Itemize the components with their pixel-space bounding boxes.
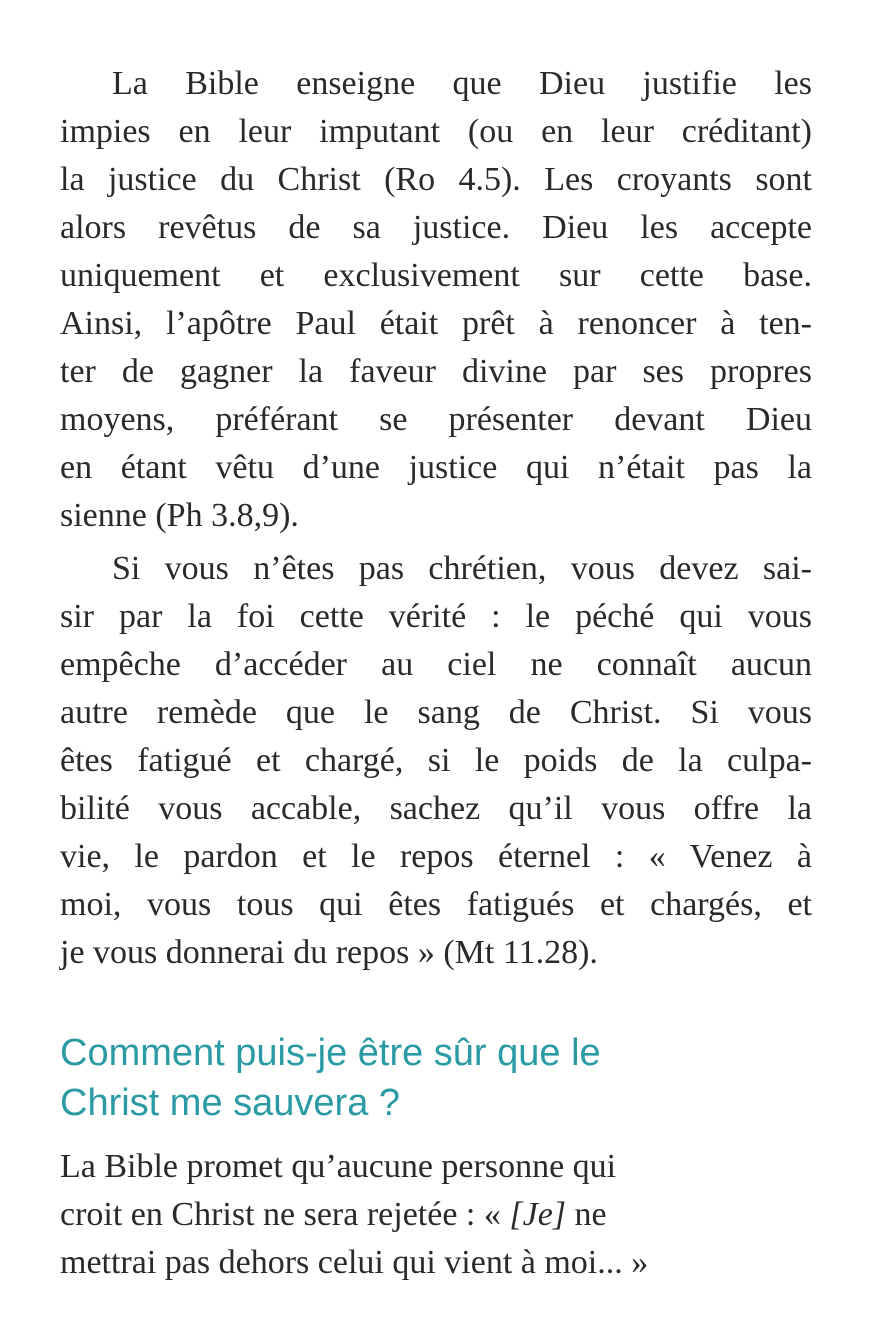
paragraph-line: la justice du Christ (Ro 4.5). Les croyants sont — [60, 161, 812, 198]
quote-text: ne — [566, 1196, 607, 1233]
paragraph-line: sienne (Ph 3.8,9). — [60, 497, 299, 534]
paragraph-line: moi, vous tous qui êtes fatigués et chargés, et — [60, 886, 812, 923]
paragraph-line: bilité vous accable, sachez qu’il vous offre la — [60, 790, 812, 827]
paragraph-line: en étant vêtu d’une justice qui n’était pas la — [60, 449, 812, 486]
paragraph-line: uniquement et exclusivement sur cette base. — [60, 257, 812, 294]
paragraph-line: La Bible enseigne que Dieu justifie les — [112, 65, 812, 102]
section-heading — [60, 1028, 820, 1128]
paragraph-line: sir par la foi cette vérité : le péché qui vous — [60, 598, 812, 635]
paragraph-line: vie, le pardon et le repos éternel : « Venez à — [60, 838, 812, 875]
quote-text: croit en Christ ne sera rejetée : « — [60, 1196, 510, 1233]
paragraph-line: autre remède que le sang de Christ. Si vous — [60, 694, 812, 731]
paragraph-line: empêche d’accéder au ciel ne connaît aucun — [60, 646, 812, 683]
paragraph-line: je vous donnerai du repos » (Mt 11.28). — [60, 934, 598, 971]
quote-text-italic: [Je] — [509, 1196, 567, 1233]
paragraph-line: Ainsi, l’apôtre Paul était prêt à renoncer à ten- — [60, 305, 812, 342]
paragraph-line: mettrai pas dehors celui qui vient à moi... » — [60, 1244, 649, 1281]
paragraph-line: impies en leur imputant (ou en leur créditant) — [60, 113, 812, 150]
heading-line: Comment puis-je être sûr que le — [60, 1032, 601, 1074]
paragraph-line: Si vous n’êtes pas chrétien, vous devez sai- — [112, 550, 812, 587]
paragraph-line — [60, 1191, 812, 1239]
paragraph-line: La Bible promet qu’aucune personne qui — [60, 1148, 617, 1185]
paragraph-line: moyens, préférant se présenter devant Dieu — [60, 401, 812, 438]
paragraph-line: alors revêtus de sa justice. Dieu les accepte — [60, 209, 812, 246]
heading-line: Christ me sauvera ? — [60, 1082, 401, 1124]
paragraph-line: êtes fatigué et chargé, si le poids de la culpa- — [60, 742, 812, 779]
paragraph-line: ter de gagner la faveur divine par ses propres — [60, 353, 812, 390]
